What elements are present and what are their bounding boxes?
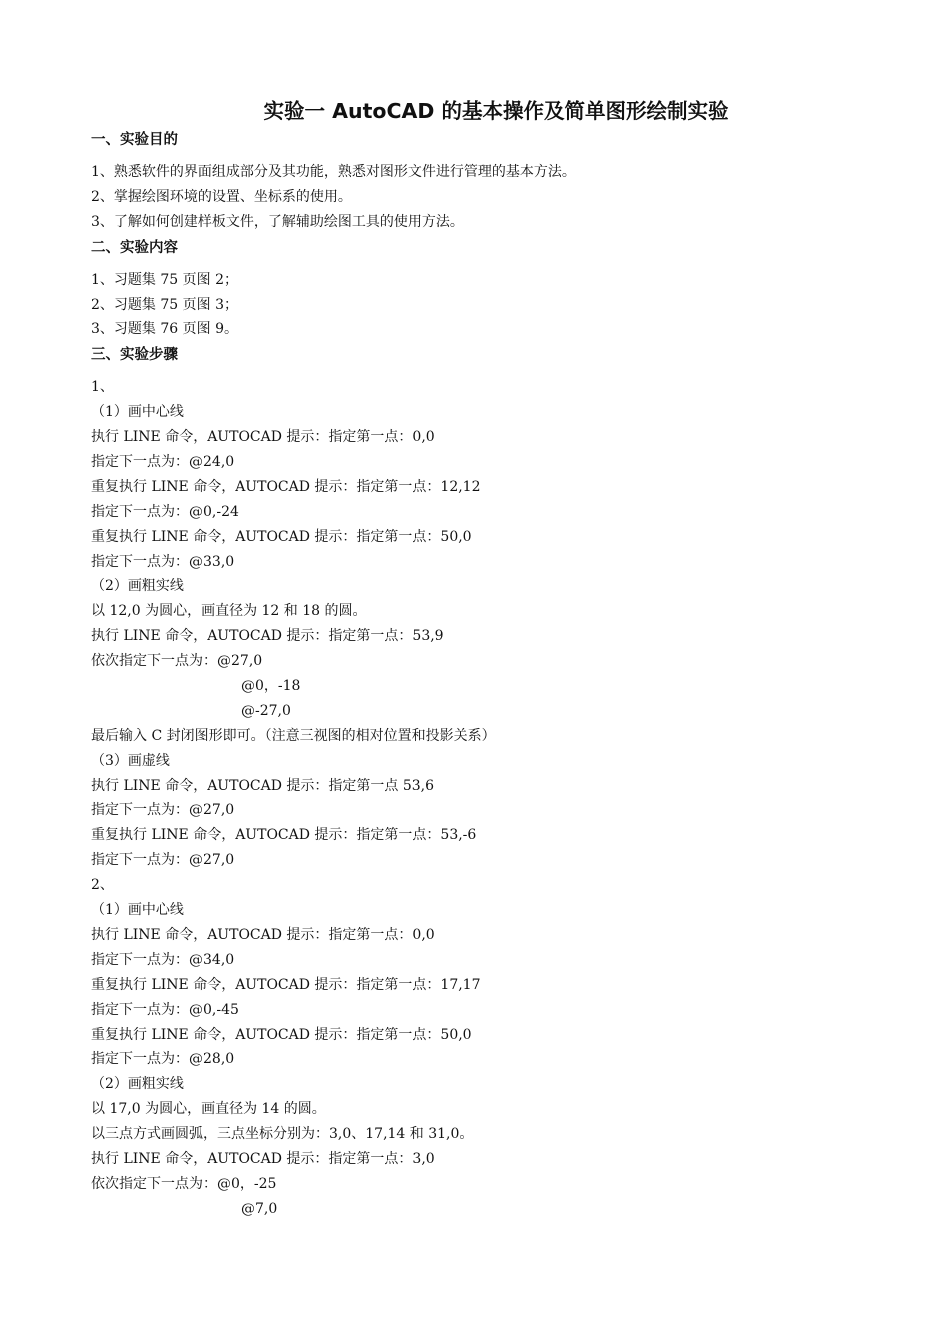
step-line: 1、 — [91, 379, 114, 396]
step-line-continuation: @0，-18 — [241, 678, 301, 695]
step-line: 最后输入 C 封闭图形即可。（注意三视图的相对位置和投影关系） — [91, 727, 496, 744]
step-line-continuation: @-27,0 — [241, 702, 291, 719]
step-line: （3）画虚线 — [91, 752, 170, 769]
step-line: 指定下一点为：@33,0 — [91, 553, 235, 570]
step-line: 重复执行 LINE 命令，AUTOCAD 提示：指定第一点：17,17 — [91, 976, 481, 993]
step-line: 执行 LINE 命令，AUTOCAD 提示：指定第一点：3,0 — [91, 1150, 435, 1167]
content-item: 3、习题集 76 页图 9。 — [91, 321, 238, 338]
section-heading-content: 二、实验内容 — [91, 239, 178, 256]
step-line: （1）画中心线 — [91, 404, 184, 421]
step-line: （1）画中心线 — [91, 902, 184, 919]
step-line: 指定下一点为：@28,0 — [91, 1051, 235, 1068]
step-line: 执行 LINE 命令，AUTOCAD 提示：指定第一点：0,0 — [91, 926, 435, 943]
purpose-item: 3、了解如何创建样板文件，了解辅助绘图工具的使用方法。 — [91, 213, 464, 230]
step-line-continuation: @7,0 — [241, 1200, 278, 1217]
document-title: 实验一 AutoCAD 的基本操作及简单图形绘制实验 — [263, 99, 729, 123]
step-line: 执行 LINE 命令，AUTOCAD 提示：指定第一点：0,0 — [91, 429, 435, 446]
step-line: 指定下一点为：@27,0 — [91, 852, 235, 869]
purpose-item: 2、掌握绘图环境的设置、坐标系的使用。 — [91, 188, 352, 205]
content-item: 2、习题集 75 页图 3； — [91, 296, 238, 313]
step-line: 指定下一点为：@0,-45 — [91, 1001, 239, 1018]
step-line: 指定下一点为：@0,-24 — [91, 503, 239, 520]
purpose-item: 1、熟悉软件的界面组成部分及其功能，熟悉对图形文件进行管理的基本方法。 — [91, 164, 576, 180]
step-line: 指定下一点为：@24,0 — [91, 454, 235, 471]
step-line: 以 12,0 为圆心，画直径为 12 和 18 的圆。 — [91, 603, 367, 620]
step-line: 指定下一点为：@27,0 — [91, 802, 235, 819]
step-line: 2、 — [91, 877, 114, 894]
step-line: 执行 LINE 命令，AUTOCAD 提示：指定第一点：53,9 — [91, 628, 444, 645]
step-line: 执行 LINE 命令，AUTOCAD 提示：指定第一点 53,6 — [91, 777, 435, 794]
step-line: 以三点方式画圆弧，三点坐标分别为：3,0、17,14 和 31,0。 — [91, 1126, 474, 1143]
step-line: （2）画粗实线 — [91, 1076, 184, 1093]
step-line: 重复执行 LINE 命令，AUTOCAD 提示：指定第一点：53,-6 — [91, 827, 477, 844]
step-line: 重复执行 LINE 命令，AUTOCAD 提示：指定第一点：50,0 — [91, 528, 472, 545]
step-line: 依次指定下一点为：@27,0 — [91, 653, 263, 670]
step-line: 依次指定下一点为：@0，-25 — [91, 1175, 277, 1192]
content-item: 1、习题集 75 页图 2； — [91, 271, 238, 288]
step-line: 重复执行 LINE 命令，AUTOCAD 提示：指定第一点：50,0 — [91, 1026, 472, 1043]
section-heading-steps: 三、实验步骤 — [91, 347, 178, 364]
document-page — [91, 96, 871, 1222]
section-heading-purpose: 一、实验目的 — [91, 132, 178, 148]
step-line: 重复执行 LINE 命令，AUTOCAD 提示：指定第一点：12,12 — [91, 478, 481, 495]
step-line: （2）画粗实线 — [91, 578, 184, 595]
step-line: 指定下一点为：@34,0 — [91, 951, 235, 968]
step-line: 以 17,0 为圆心，画直径为 14 的圆。 — [91, 1101, 326, 1118]
